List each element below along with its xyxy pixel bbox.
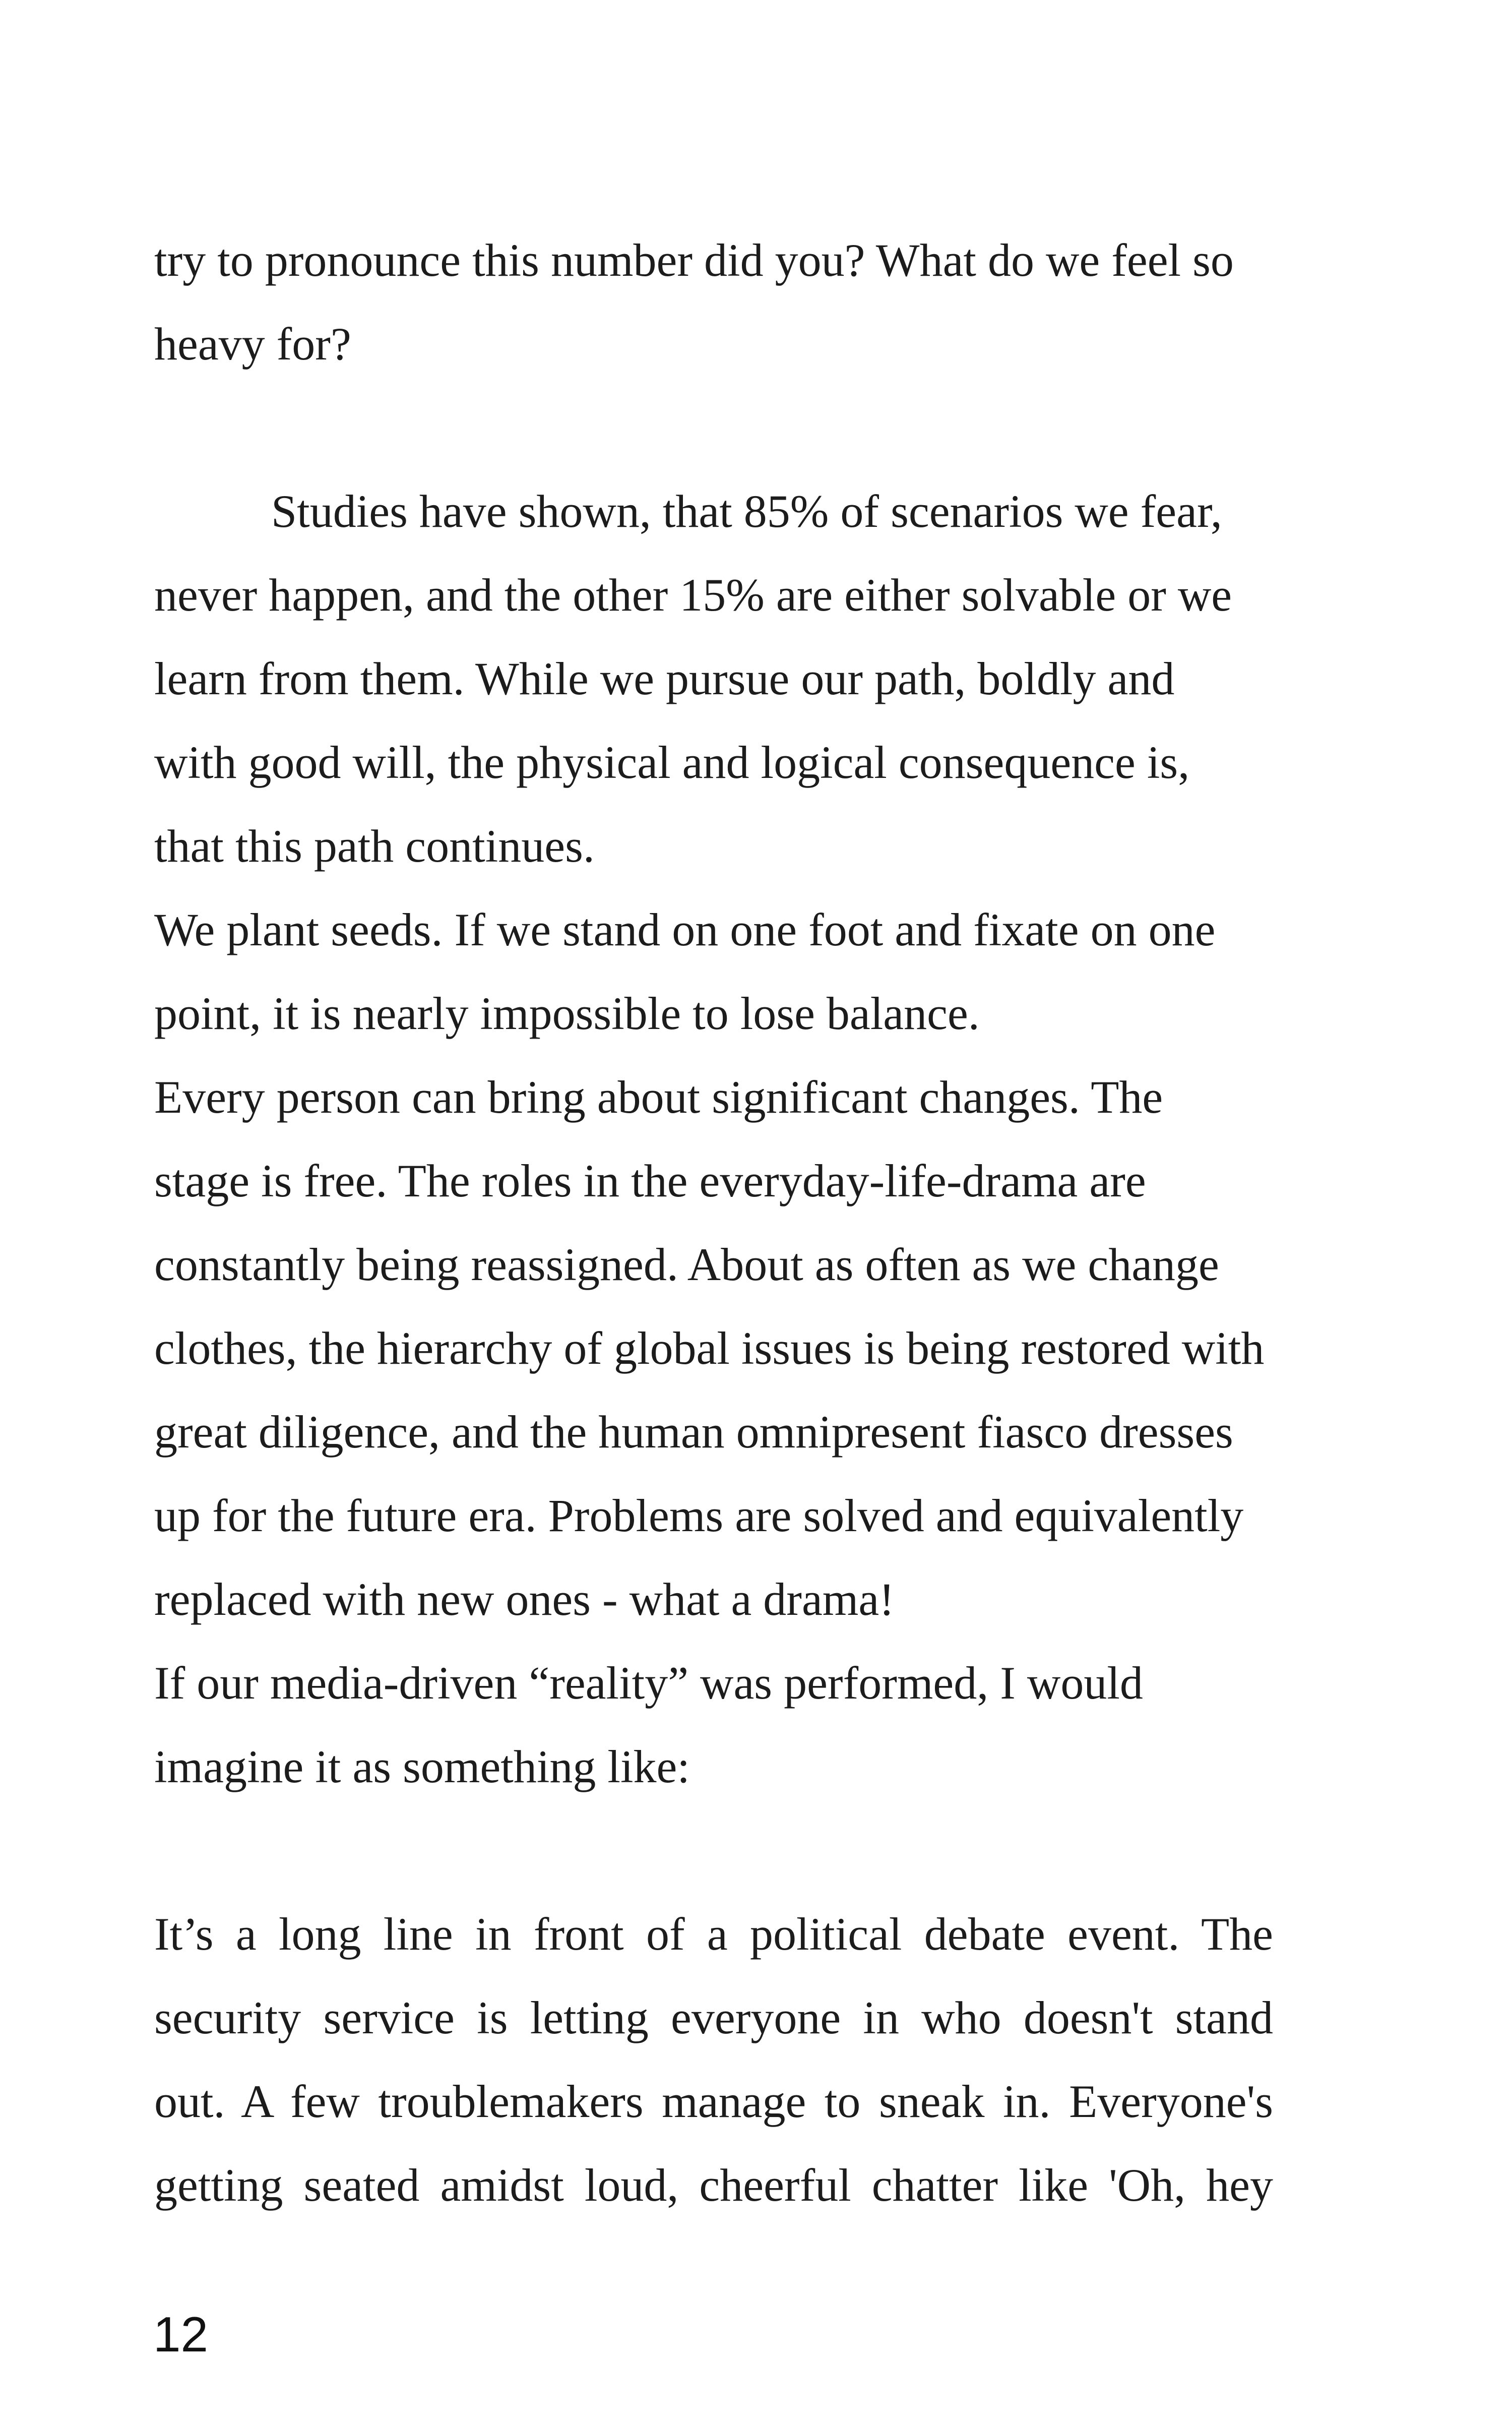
text-line: heavy for? bbox=[154, 318, 351, 370]
text-line: If our media-driven “reality” was performed, I would bbox=[154, 1657, 1143, 1709]
text-line: up for the future era. Problems are solved and equivalently bbox=[154, 1490, 1244, 1541]
text-line: imagine it as something like: bbox=[154, 1741, 690, 1792]
text-line: with good will, the physical and logical consequence is, bbox=[154, 737, 1190, 788]
page-number: 12 bbox=[153, 2307, 209, 2362]
text-line: Every person can bring about significant changes. The bbox=[154, 1071, 1163, 1123]
text-line: out. A few troublemakers manage to sneak in. Everyone's bbox=[154, 2076, 1273, 2127]
text-line: never happen, and the other 15% are either solvable or we bbox=[154, 569, 1232, 621]
text-line: stage is free. The roles in the everyday-life-drama are bbox=[154, 1155, 1146, 1206]
text-line: security service is letting everyone in who doesn't stand bbox=[154, 1992, 1273, 2043]
text-line: Studies have shown, that 85% of scenarios we fear, bbox=[271, 486, 1222, 537]
text-line: great diligence, and the human omnipresent fiasco dresses bbox=[154, 1406, 1233, 1458]
text-line: try to pronounce this number did you? What do we feel so bbox=[154, 234, 1234, 286]
text-line: replaced with new ones - what a drama! bbox=[154, 1574, 895, 1625]
text-line: It’s a long line in front of a political debate event. The bbox=[154, 1908, 1273, 1960]
text-line: constantly being reassigned. About as often as we change bbox=[154, 1239, 1219, 1290]
text-line: We plant seeds. If we stand on one foot and fixate on one bbox=[154, 904, 1216, 955]
text-line: point, it is nearly impossible to lose balance. bbox=[154, 988, 980, 1039]
text-line: learn from them. While we pursue our path, boldly and bbox=[154, 653, 1175, 704]
paragraph-gap bbox=[154, 386, 1273, 469]
text-line: clothes, the hierarchy of global issues is being restored with bbox=[154, 1322, 1265, 1374]
text-line: that this path continues. bbox=[154, 820, 595, 872]
body-text bbox=[154, 218, 1273, 2227]
text-line: getting seated amidst loud, cheerful chatter like 'Oh, hey bbox=[154, 2159, 1273, 2211]
paragraph-gap bbox=[154, 1808, 1273, 1892]
